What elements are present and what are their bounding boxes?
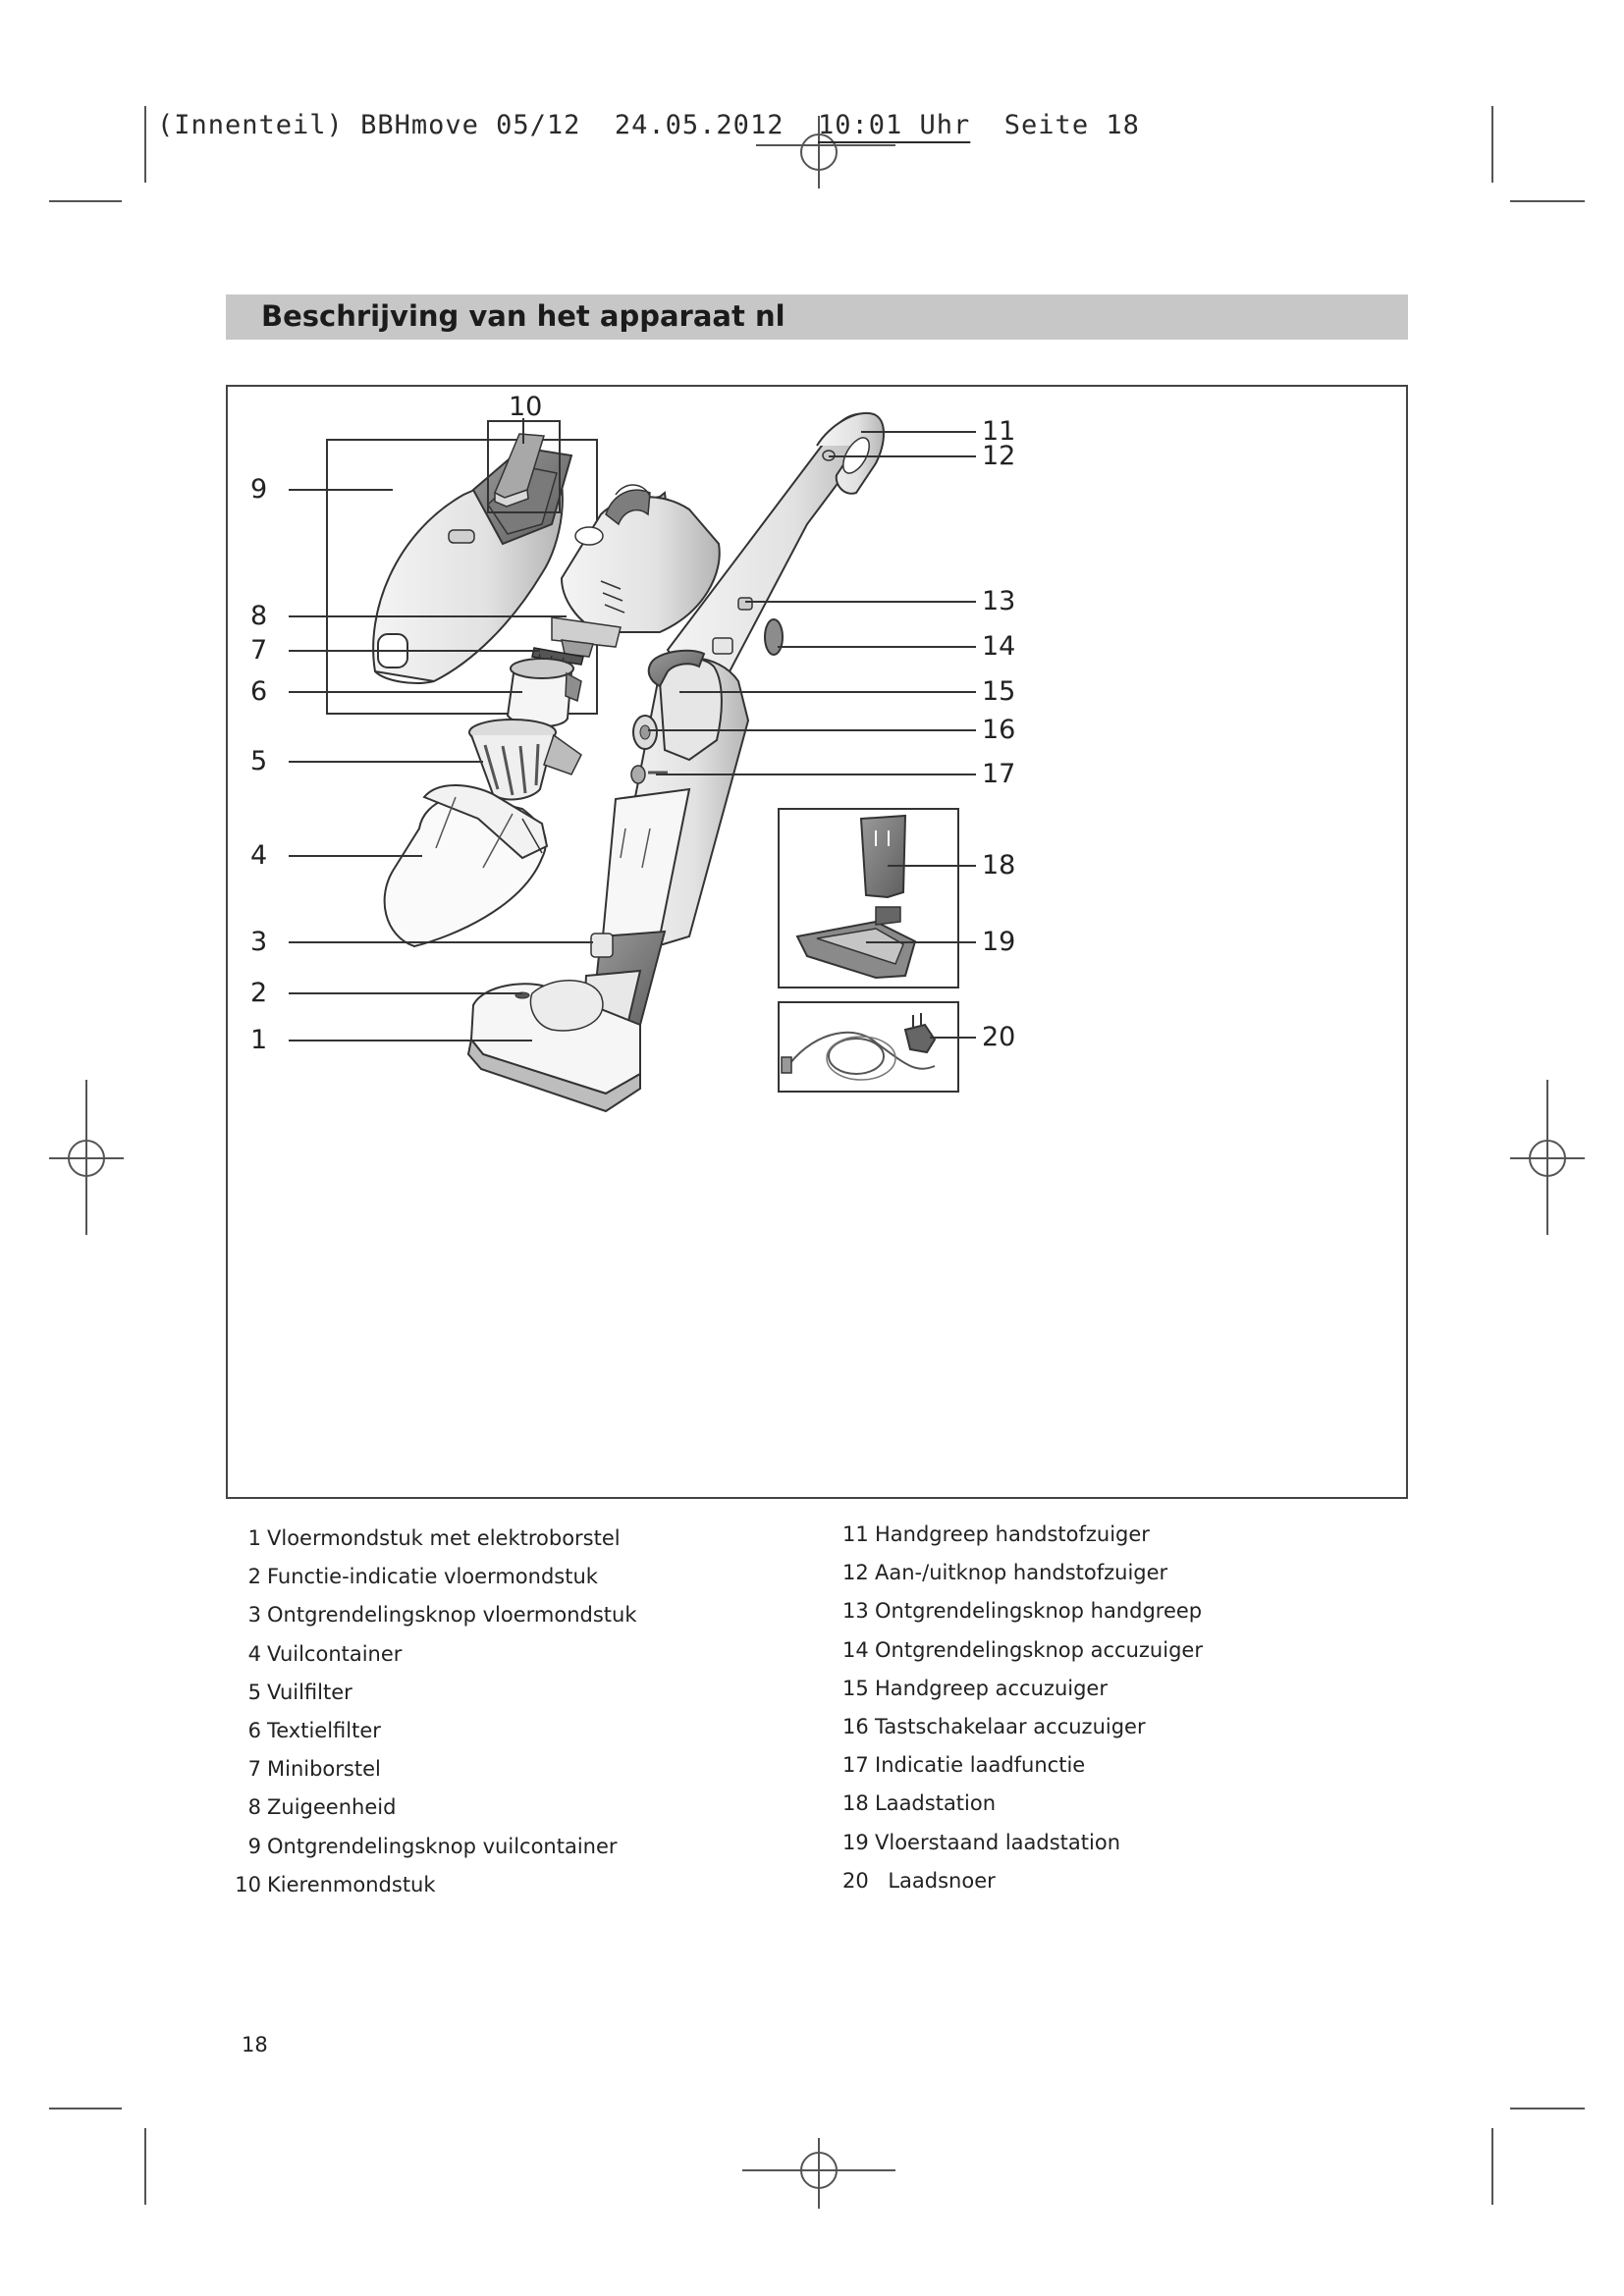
legend-text: Functie-indicatie vloermondstuk [267, 1565, 598, 1589]
legend-number: 20 [842, 1868, 869, 1893]
legend-text: Laadsnoer [875, 1868, 996, 1893]
legend-number: 8 [247, 1795, 261, 1820]
legend-text: Textielfilter [267, 1718, 381, 1742]
callout-14: 14 [982, 631, 1016, 662]
legend-text: Ontgrendelingsknop vloermondstuk [267, 1603, 637, 1628]
callout-16: 16 [982, 715, 1016, 745]
page-number: 18 [242, 2033, 268, 2056]
legend-item [842, 1708, 1203, 1746]
dust-filter [469, 720, 581, 799]
legend-number: 4 [247, 1641, 261, 1666]
legend-text: Ontgrendelingsknop handgreep [875, 1599, 1203, 1624]
legend-text: Indicatie laadfunctie [875, 1753, 1086, 1778]
legend-number: 17 [842, 1753, 869, 1778]
callout-10: 10 [509, 392, 543, 422]
legend-item [842, 1785, 1203, 1823]
legend-number: 10 [235, 1872, 261, 1896]
legend-item [842, 1554, 1203, 1592]
legend-number: 16 [842, 1714, 869, 1738]
legend-number: 13 [842, 1599, 869, 1624]
legend-item [842, 1746, 1203, 1785]
section-title-bar [226, 294, 1408, 340]
callout-17: 17 [982, 759, 1016, 789]
legend-item [842, 1824, 1203, 1862]
legend-right [842, 1516, 1203, 1900]
callout-1: 1 [250, 1025, 268, 1055]
callout-9: 9 [250, 474, 268, 505]
legend-left [232, 1520, 637, 1904]
legend-item [842, 1670, 1203, 1708]
legend-number: 6 [247, 1718, 261, 1742]
callout-12: 12 [982, 441, 1016, 471]
print-slug [157, 110, 1140, 140]
legend-text: Tastschakelaar accuzuiger [875, 1714, 1146, 1738]
legend-item [232, 1596, 637, 1634]
legend-item [842, 1516, 1203, 1554]
callout-3: 3 [250, 927, 268, 957]
legend-text: Laadstation [875, 1791, 997, 1816]
legend-text: Aan-/uitknop handstofzuiger [875, 1561, 1168, 1585]
legend-text: Handgreep accuzuiger [875, 1676, 1108, 1700]
callout-2: 2 [250, 978, 268, 1008]
legend-number: 2 [247, 1565, 261, 1589]
legend-number: 5 [247, 1680, 261, 1704]
legend-item [232, 1789, 637, 1827]
callout-6: 6 [250, 676, 268, 707]
legend-text: Handgreep handstofzuiger [875, 1522, 1150, 1546]
legend-item [232, 1712, 637, 1750]
callout-13: 13 [982, 586, 1016, 616]
legend-number: 15 [842, 1676, 869, 1700]
charging-station [797, 816, 915, 978]
legend-number: 12 [842, 1561, 869, 1585]
legend-item [232, 1866, 637, 1904]
slug-time: 10:01 Uhr [817, 110, 971, 140]
legend-item [842, 1862, 1203, 1900]
slug-suffix: Seite 18 [970, 110, 1140, 140]
legend-number: 9 [247, 1834, 261, 1858]
legend-number: 7 [247, 1757, 261, 1782]
callout-5: 5 [250, 746, 268, 776]
legend-item [232, 1558, 637, 1596]
legend-text: Ontgrendelingsknop accuzuiger [875, 1637, 1203, 1662]
legend-text: Kierenmondstuk [267, 1872, 436, 1896]
callout-8: 8 [250, 601, 268, 631]
section-title: Beschrijving van het apparaat nl [261, 299, 785, 333]
legend-text: Miniborstel [267, 1757, 381, 1782]
legend-number: 3 [247, 1603, 261, 1628]
appliance-illustration [228, 387, 1410, 1501]
callout-7: 7 [250, 635, 268, 666]
callout-18: 18 [982, 850, 1016, 881]
legend-text: Vuilfilter [267, 1680, 352, 1704]
legend-item [232, 1828, 637, 1866]
callout-11: 11 [982, 416, 1016, 447]
legend-item [232, 1520, 637, 1558]
legend-item [842, 1592, 1203, 1630]
hand-vacuum-rear-view [373, 448, 571, 683]
callout-20: 20 [982, 1022, 1016, 1052]
legend-number: 11 [842, 1522, 869, 1546]
callout-15: 15 [982, 676, 1016, 707]
slug-prefix: (Innenteil) BBHmove 05/12 24.05.2012 [157, 110, 818, 140]
dust-container [385, 785, 547, 946]
legend-text: Vloerstaand laadstation [875, 1830, 1121, 1854]
appliance-diagram [226, 385, 1408, 1499]
legend-item [842, 1631, 1203, 1670]
legend-number: 14 [842, 1637, 869, 1662]
legend-number: 18 [842, 1791, 869, 1816]
legend-text: Vloermondstuk met elektroborstel [267, 1526, 621, 1550]
legend-number: 19 [842, 1830, 869, 1854]
legend-item [232, 1635, 637, 1674]
legend-text: Zuigeenheid [267, 1795, 397, 1820]
legend-item [232, 1750, 637, 1789]
legend-text: Vuilcontainer [267, 1641, 403, 1666]
callout-4: 4 [250, 840, 268, 871]
legend-number: 1 [247, 1526, 261, 1550]
legend-text: Ontgrendelingsknop vuilcontainer [267, 1834, 618, 1858]
charging-cable [782, 1013, 935, 1080]
legend-item [232, 1674, 637, 1712]
callout-19: 19 [982, 927, 1016, 957]
